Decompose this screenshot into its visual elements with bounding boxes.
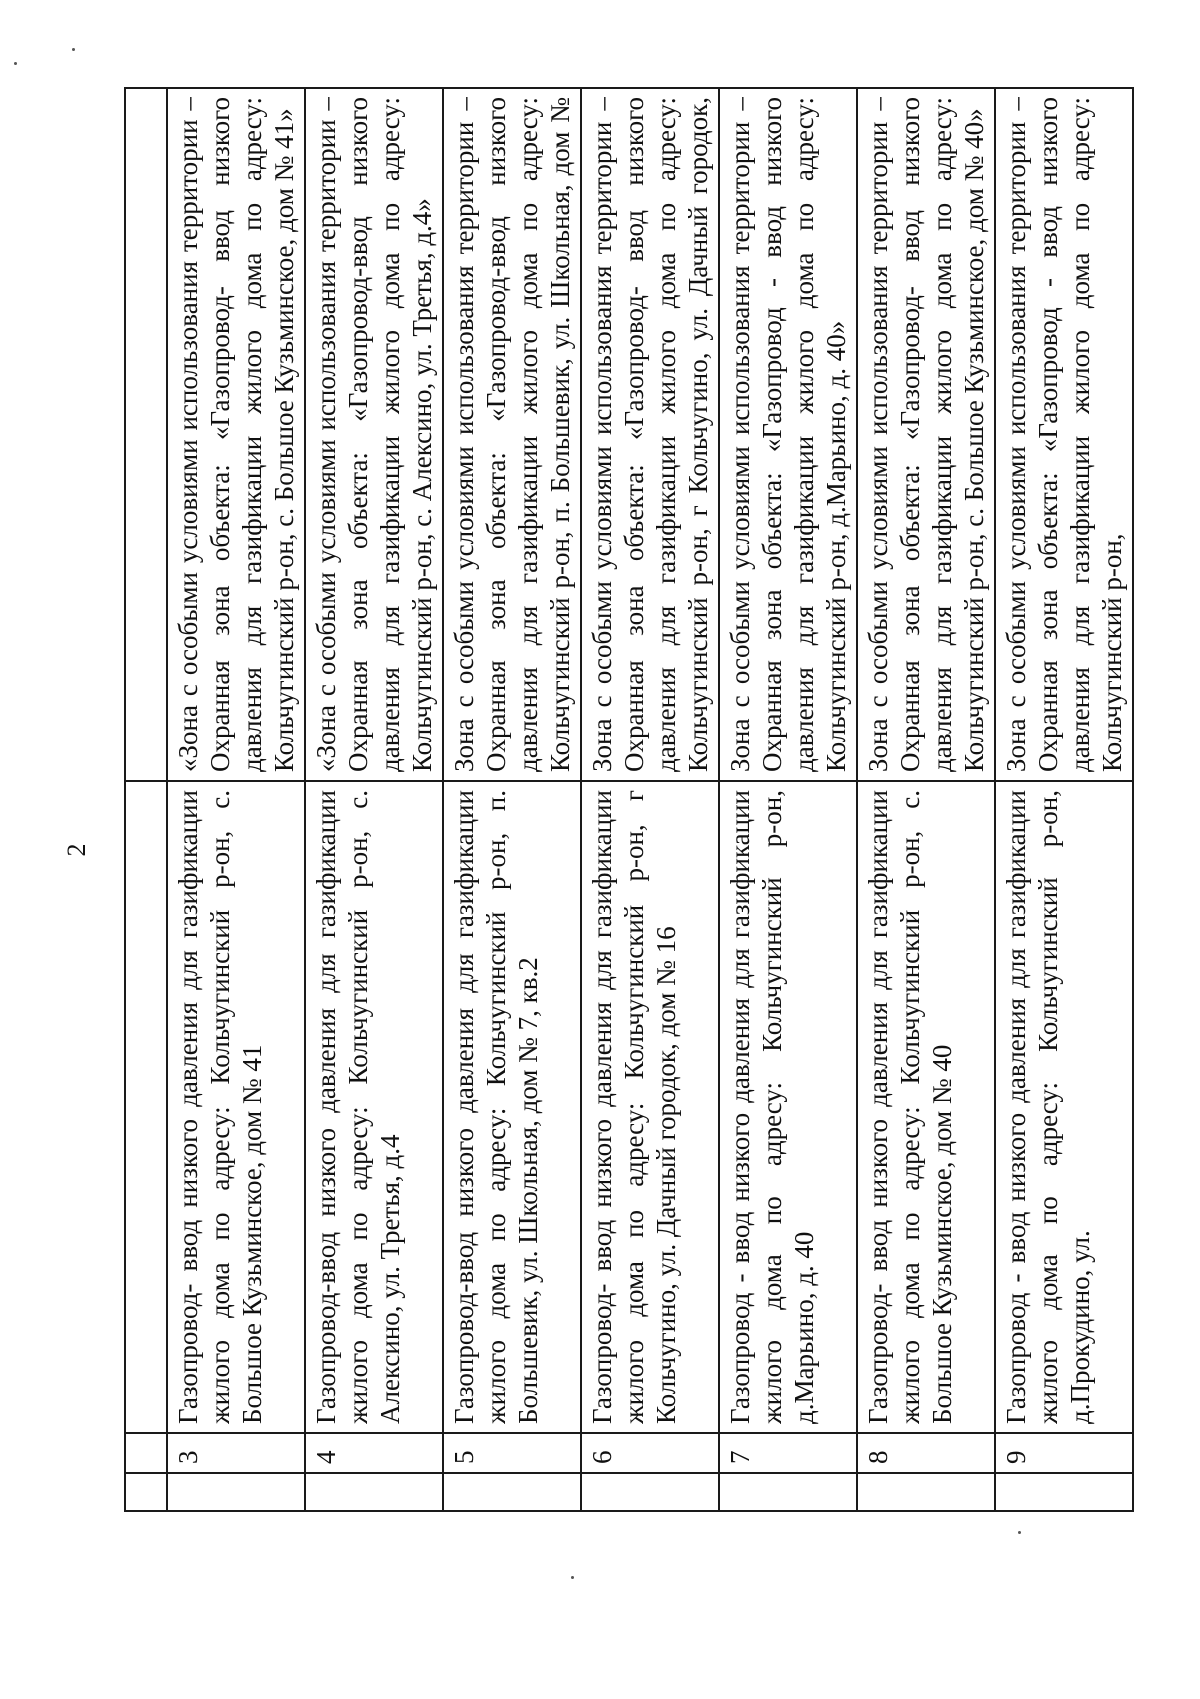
object-text: Газопровод- ввод низкого давления для газификации жилого дома по адресу: Кольчугинский р-он, с. Большое Кузьминское, дом № 40 <box>863 790 957 1424</box>
zone-cell <box>719 88 857 781</box>
row-number: 8 <box>857 1433 995 1473</box>
row-number: 3 <box>167 1433 305 1473</box>
row-number: 9 <box>995 1433 1133 1473</box>
zone-text: Зона с особыми условиями использования территории – Охранная зона объекта: «Газопровод - ввод низкого давления для газификации жилого дома по адресу: Кольчугинский р-он, д.Марьино, д. 40» <box>725 97 851 772</box>
zone-text: Зона с особыми условиями использования территории – Охранная зона объекта: «Газопровод-ввод низкого давления для газификации жилого дома по адресу: Кольчугинский р-он, п. Большевик, ул. Школьная, дом № <box>449 97 575 772</box>
gap-cell <box>857 1473 995 1511</box>
header-cell-num <box>125 1433 167 1473</box>
row-number: 4 <box>305 1433 443 1473</box>
gap-cell <box>581 1473 719 1511</box>
object-cell <box>167 781 305 1433</box>
zone-cell <box>443 88 581 781</box>
object-text: Газопровод - ввод низкого давления для газификации жилого дома по адресу: Кольчугинский р-он, д.Марьино, д. 40 <box>725 790 819 1424</box>
object-cell <box>719 781 857 1433</box>
scan-speck <box>14 62 17 65</box>
gap-cell <box>305 1473 443 1511</box>
header-cell-zone <box>125 88 167 781</box>
gap-cell <box>443 1473 581 1511</box>
gas-pipeline-table <box>124 87 1134 1512</box>
gap-cell <box>995 1473 1133 1511</box>
table-row <box>995 88 1133 1511</box>
zone-cell <box>995 88 1133 781</box>
zone-cell <box>581 88 719 781</box>
table-row <box>581 88 719 1511</box>
gap-cell <box>167 1473 305 1511</box>
row-number: 6 <box>581 1433 719 1473</box>
table-row <box>443 88 581 1511</box>
row-number: 7 <box>719 1433 857 1473</box>
header-cell-object <box>125 781 167 1433</box>
object-cell <box>443 781 581 1433</box>
row-number: 5 <box>443 1433 581 1473</box>
table-row <box>305 88 443 1511</box>
zone-text: Зона с особыми условиями использования территории – Охранная зона объекта: «Газопровод- ввод низкого давления для газификации жилого дома по адресу: Кольчугинский р-он, с. Большое Кузьминское, дом № 40» <box>863 97 989 772</box>
object-text: Газопровод-ввод низкого давления для газификации жилого дома по адресу: Кольчугинский р-он, с. Алексино, ул. Третья, д.4 <box>311 790 405 1424</box>
gap-cell <box>719 1473 857 1511</box>
zone-text: «Зона с особыми условиями использования территории – Охранная зона объекта: «Газопровод-ввод низкого давления для газификации жилого дома по адресу: Кольчугинский р-он, с. Алексино, ул. Третья, д.4» <box>311 97 437 772</box>
scan-speck <box>571 1576 574 1579</box>
object-cell <box>995 781 1133 1433</box>
scan-speck <box>1018 1531 1021 1534</box>
table-row <box>167 88 305 1511</box>
zone-text: Зона с особыми условиями использования территории – Охранная зона объекта: «Газопровод- ввод низкого давления для газификации жилого дома по адресу: Кольчугинский р-он, г Кольчугино, ул. Дачный городок, <box>587 97 713 772</box>
scan-speck <box>72 48 75 51</box>
table-row <box>857 88 995 1511</box>
object-cell <box>581 781 719 1433</box>
object-text: Газопровод-ввод низкого давления для газификации жилого дома по адресу: Кольчугинский р-он, п. Большевик, ул. Школьная, дом № 7, кв.2 <box>449 790 543 1424</box>
object-text: Газопровод- ввод низкого давления для газификации жилого дома по адресу: Кольчугинский р-он, с. Большое Кузьминское, дом № 41 <box>173 790 267 1424</box>
zone-cell <box>857 88 995 781</box>
page-number: 2 <box>62 843 91 857</box>
header-row <box>125 88 167 1511</box>
header-cell-gap <box>125 1473 167 1511</box>
object-cell <box>857 781 995 1433</box>
object-cell <box>305 781 443 1433</box>
zone-text: Зона с особыми условиями использования территории – Охранная зона объекта: «Газопровод - ввод низкого давления для газификации жилого дома по адресу: Кольчугинский р-он, <box>1001 97 1127 772</box>
table-row <box>719 88 857 1511</box>
zone-cell <box>167 88 305 781</box>
gas-pipeline-table-frame <box>124 89 1127 1512</box>
zone-text: «Зона с особыми условиями использования территории – Охранная зона объекта: «Газопровод- ввод низкого давления для газификации жилого дома по адресу: Кольчугинский р-он, с. Большое Кузьминское, дом № 41» <box>173 97 299 772</box>
object-text: Газопровод- ввод низкого давления для газификации жилого дома по адресу: Кольчугинский р-он, г Кольчугино, ул. Дачный городок, дом № 16 <box>587 790 681 1424</box>
object-text: Газопровод - ввод низкого давления для газификации жилого дома по адресу: Кольчугинский р-он, д.Прокудино, ул. <box>1001 790 1095 1424</box>
zone-cell <box>305 88 443 781</box>
